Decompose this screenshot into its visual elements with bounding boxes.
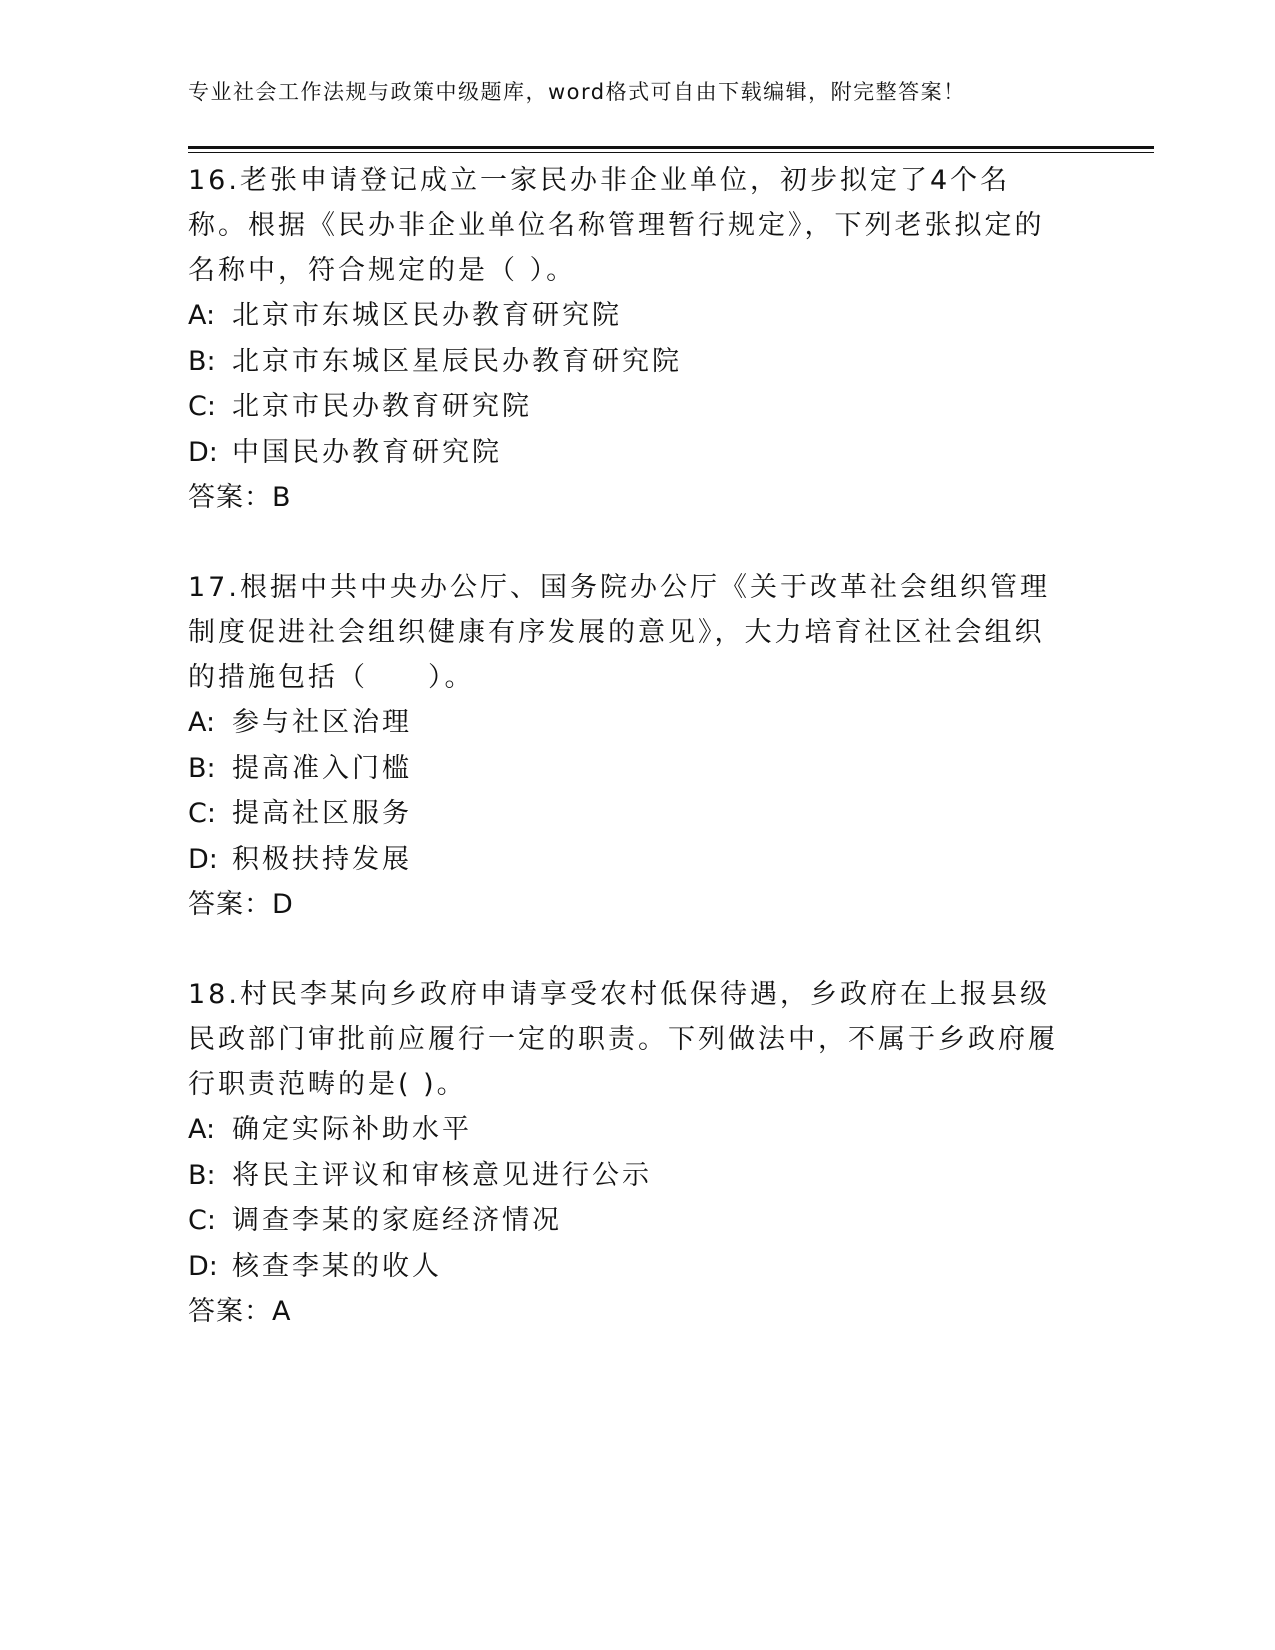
answer-line: 答案：B	[188, 482, 292, 513]
option-key: A:	[188, 300, 216, 331]
header-rule-thick	[188, 146, 1154, 149]
option-key: C:	[188, 391, 216, 422]
question-16	[188, 158, 1088, 521]
question-stem: 16.老张申请登记成立一家民办非企业单位，初步拟定了4个名称。根据《民办非企业单位名称管理暂行规定》，下列老张拟定的名称中，符合规定的是（ ）。	[188, 165, 1045, 286]
header-rule-thin	[188, 152, 1154, 153]
option-b	[188, 1153, 1088, 1199]
option-b	[188, 746, 1088, 792]
question-stem: 17.根据中共中央办公厅、国务院办公厅《关于改革社会组织管理制度促进社会组织健康有序发展的意见》，大力培育社区社会组织的措施包括（ ）。	[188, 572, 1050, 693]
question-gap	[188, 928, 1088, 972]
option-text: 将民主评议和审核意见进行公示	[232, 1159, 652, 1191]
option-key: D:	[188, 843, 218, 875]
option-b	[188, 339, 1088, 385]
option-key: A:	[188, 1114, 216, 1145]
option-c	[188, 1198, 1088, 1244]
question-stem: 18.村民李某向乡政府申请享受农村低保待遇，乡政府在上报县级民政部门审批前应履行一定的职责。下列做法中，不属于乡政府履行职责范畴的是( )。	[188, 979, 1058, 1100]
option-text: 提高社区服务	[232, 798, 412, 829]
option-text: 北京市东城区星辰民办教育研究院	[232, 345, 682, 377]
option-key: D:	[188, 436, 218, 468]
option-text: 积极扶持发展	[232, 843, 412, 875]
option-key: A:	[188, 707, 216, 738]
option-text: 北京市东城区民办教育研究院	[232, 300, 622, 331]
question-18	[188, 972, 1088, 1335]
option-key: B:	[188, 1159, 216, 1191]
option-a	[188, 293, 1088, 339]
option-a	[188, 1107, 1088, 1153]
option-key: C:	[188, 798, 216, 829]
question-list	[188, 158, 1088, 1335]
answer-line: 答案：A	[188, 1296, 292, 1327]
option-c	[188, 384, 1088, 430]
option-key: B:	[188, 752, 216, 784]
option-text: 北京市民办教育研究院	[232, 391, 532, 422]
option-text: 参与社区治理	[232, 707, 412, 738]
option-key: C:	[188, 1205, 216, 1236]
option-d	[188, 430, 1088, 476]
option-a	[188, 700, 1088, 746]
option-text: 提高准入门槛	[232, 752, 412, 784]
option-text: 中国民办教育研究院	[232, 436, 502, 468]
option-text: 核查李某的收人	[232, 1250, 442, 1282]
question-gap	[188, 521, 1088, 565]
option-text: 调查李某的家庭经济情况	[232, 1205, 562, 1236]
page-header: 专业社会工作法规与政策中级题库，word格式可自由下载编辑，附完整答案！	[188, 80, 966, 104]
option-key: B:	[188, 345, 216, 377]
question-17	[188, 565, 1088, 928]
option-d	[188, 837, 1088, 883]
option-d	[188, 1244, 1088, 1290]
option-key: D:	[188, 1250, 218, 1282]
option-text: 确定实际补助水平	[232, 1114, 472, 1145]
option-c	[188, 791, 1088, 837]
answer-line: 答案：D	[188, 889, 294, 920]
